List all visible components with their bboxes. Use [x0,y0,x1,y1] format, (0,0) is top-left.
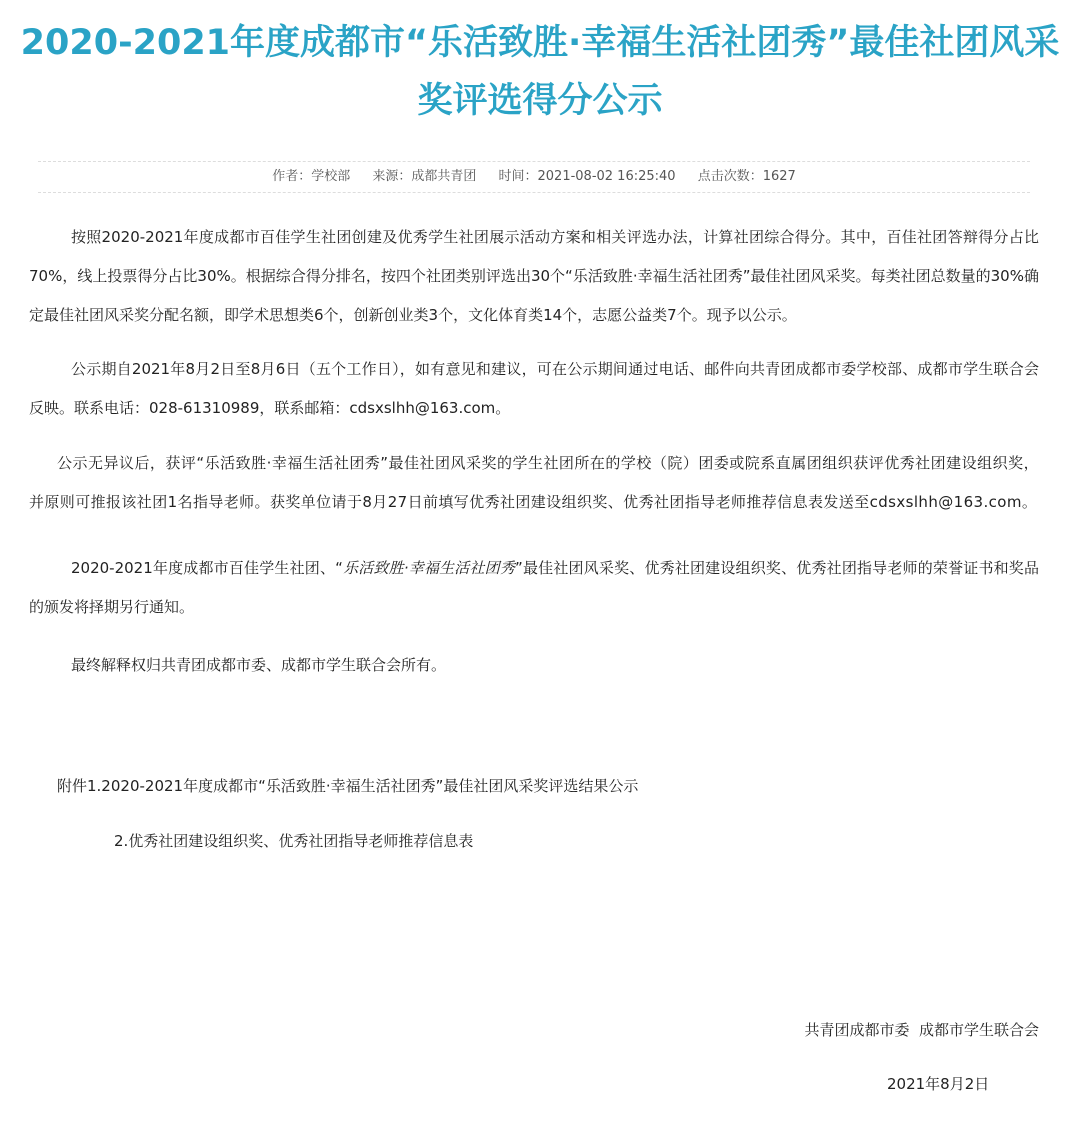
paragraph-interpretation-right: 最终解释权归共青团成都市委、成都市学生联合会所有。 [71,656,447,674]
article-meta [38,161,1030,193]
meta-time: 时间：2021-08-02 16:25:40 [498,169,676,184]
paragraph-certificates-end: ”最佳社团风采奖、优秀社团建设组织奖、优秀社团指导老师的荣誉证书和奖品的颁发将择期另行通知。 [29,559,1039,616]
signature-date: 2021年8月2日 [887,1075,990,1093]
paragraph-certificates [29,549,1039,627]
paragraph-organization-award: 公示无异议后，获评“乐活致胜·幸福生活社团秀”最佳社团风采奖的学生社团所在的学校（院）团委或院系直属团组织获评优秀社团建设组织奖，并原则可推报该社团1名指导老师。获奖单位请于8月27日前填写优秀社团建设组织奖、优秀社团指导老师推荐信息表发送至cdsxslhh@163.com。 [29,454,1039,511]
paragraph-certificates-italic: 乐活致胜·幸福生活社团秀 [342,559,516,577]
paragraph-publicity-period: 公示期自2021年8月2日至8月6日（五个工作日），如有意见和建议，可在公示期间通过电话、邮件向共青团成都市委学校部、成都市学生联合会反映。联系电话：028-61310989，联系邮箱：cdsxslhh@163.com。 [29,360,1039,417]
article-body [29,218,1039,855]
meta-views: 点击次数：1627 [697,169,796,184]
paragraph-certificates-start: 2020-2021年度成都市百佳学生社团、“ [71,559,343,577]
signature: 共青团成都市委 成都市学生联合会 [804,1021,1039,1039]
attachment-2: 2.优秀社团建设组织奖、优秀社团指导老师推荐信息表 [114,832,474,850]
meta-source: 来源：成都共青团 [372,169,477,184]
page-title: 2020-2021年度成都市“乐活致胜·幸福生活社团秀”最佳社团风采奖评选得分公示 [20,23,1060,121]
paragraph-scoring-method: 按照2020-2021年度成都市百佳学生社团创建及优秀学生社团展示活动方案和相关评选办法，计算社团综合得分。其中，百佳社团答辩得分占比70%，线上投票得分占比30%。根据综合得分排名，按四个社团类别评选出30个“乐活致胜·幸福生活社团秀”最佳社团风采奖。每类社团总数量的30%确定最佳社团风采奖分配名额，即学术思想类6个，创新创业类3个，文化体育类14个，志愿公益类7个。现予以公示。 [29,228,1039,324]
attachment-1: 附件1.2020-2021年度成都市“乐活致胜·幸福生活社团秀”最佳社团风采奖评选结果公示 [57,777,639,795]
meta-author: 作者：学校部 [272,169,351,184]
